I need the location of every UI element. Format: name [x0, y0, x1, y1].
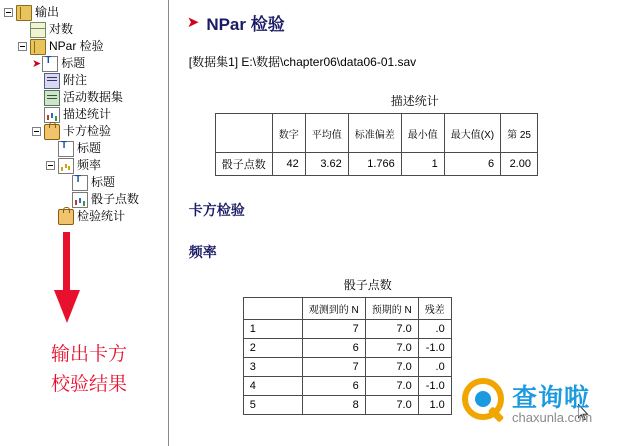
title-icon [72, 175, 88, 191]
red-arrow-icon: ➤ [32, 58, 42, 70]
output-outline-pane[interactable] [0, 0, 169, 446]
outline-node-descriptives[interactable]: 描述统计 [32, 106, 168, 123]
dataset-path-text: [数据集1] E:\数据\chapter06\data06-01.sav [188, 55, 417, 69]
outline-node-title-1[interactable]: ➤ T 标题 [32, 55, 168, 72]
row-label: 3 [243, 358, 302, 377]
outline-node-active-dataset[interactable]: 活动数据集 [32, 89, 168, 106]
cell-max: 6 [444, 153, 500, 176]
cell-observed: 8 [302, 396, 365, 415]
cell-expected: 7.0 [365, 358, 418, 377]
row-label: 2 [243, 339, 302, 358]
indent-spacer [46, 212, 55, 221]
outline-node-test-statistics[interactable]: 检验统计 [46, 208, 168, 225]
indent-spacer [60, 178, 69, 187]
row-label: 骰子点数 [215, 153, 272, 176]
outline-node-chisquare[interactable]: 卡方检验 [32, 123, 168, 140]
table-header-row [243, 298, 451, 320]
output-viewer-pane[interactable] [169, 0, 640, 446]
cell-residual: -1.0 [418, 377, 451, 396]
statistics-icon [72, 192, 88, 208]
outline-node-frequency[interactable]: 频率 [46, 157, 168, 174]
indent-spacer [46, 144, 55, 153]
col-header-expected-n: 预期的 N [365, 298, 418, 320]
cell-observed: 6 [302, 339, 365, 358]
statistics-icon [44, 107, 60, 123]
col-header-sd: 标准偏差 [348, 114, 401, 153]
cell-observed: 6 [302, 377, 365, 396]
note-icon [44, 73, 60, 89]
cell-mean: 3.62 [305, 153, 348, 176]
row-label: 1 [243, 320, 302, 339]
table-row [243, 377, 451, 396]
cell-p25: 2.00 [501, 153, 538, 176]
watermark-site: chaxunla.com [512, 410, 593, 425]
watermark-brand: 查询啦 [512, 384, 591, 412]
col-header-mean: 平均值 [305, 114, 348, 153]
outline-node-title-3[interactable]: T 标题 [60, 174, 168, 191]
bar-chart-icon [58, 158, 74, 174]
cell-n: 42 [272, 153, 305, 176]
lock-icon [44, 124, 60, 140]
cell-residual: -1.0 [418, 339, 451, 358]
cell-residual: 1.0 [418, 396, 451, 415]
lock-icon [58, 209, 74, 225]
npar-title-row [187, 10, 640, 35]
annotation-arrow-icon [54, 232, 80, 324]
col-header-observed-n: 观测到的 N [302, 298, 365, 320]
frequency-table[interactable] [243, 297, 452, 415]
cell-min: 1 [401, 153, 444, 176]
col-header-blank [243, 298, 302, 320]
indent-spacer [32, 93, 41, 102]
descriptive-statistics-table[interactable] [215, 113, 538, 176]
expand-toggle-icon[interactable] [4, 8, 13, 17]
expand-toggle-icon[interactable] [32, 127, 41, 136]
annotation-text [14, 340, 164, 400]
freq-table-caption: 骰子点数 [343, 278, 392, 292]
cell-observed: 7 [302, 358, 365, 377]
indent-spacer [32, 76, 41, 85]
cell-residual: .0 [418, 320, 451, 339]
table-row [243, 396, 451, 415]
indent-spacer [60, 195, 69, 204]
red-arrow-icon: ➤ [186, 14, 200, 31]
col-header-min: 最小值 [401, 114, 444, 153]
outline-node-title-2[interactable]: T 标题 [46, 140, 168, 157]
cell-sd: 1.766 [348, 153, 401, 176]
row-label: 4 [243, 377, 302, 396]
desc-table-caption: 描述统计 [390, 94, 439, 108]
col-header-p25: 第 25 [501, 114, 538, 153]
table-row [243, 358, 451, 377]
cell-residual: .0 [418, 358, 451, 377]
expand-toggle-icon[interactable] [46, 161, 55, 170]
dataset-icon [44, 90, 60, 106]
col-header-blank [215, 114, 272, 153]
outline-tree[interactable] [0, 0, 168, 225]
row-label: 5 [243, 396, 302, 415]
col-header-max: 最大值(X) [444, 114, 500, 153]
title-icon [58, 141, 74, 157]
cell-observed: 7 [302, 320, 365, 339]
outline-node-output[interactable]: 输出 [4, 4, 168, 21]
title-icon [42, 56, 58, 72]
indent-spacer [32, 110, 41, 119]
book-icon [16, 5, 32, 21]
table-row [215, 153, 537, 176]
col-header-n: 数字 [272, 114, 305, 153]
outline-node-npar[interactable]: NPar 检验 [18, 38, 168, 55]
page-title: NPar 检验 [206, 15, 285, 34]
search-ring-icon [462, 378, 504, 420]
annotation-line-1: 输出卡方 [50, 344, 127, 365]
outline-node-log[interactable]: 对数 [18, 21, 168, 38]
indent-spacer [18, 25, 27, 34]
table-row [243, 339, 451, 358]
cell-expected: 7.0 [365, 396, 418, 415]
table-row [243, 320, 451, 339]
expand-toggle-icon[interactable] [18, 42, 27, 51]
grid-icon [30, 22, 46, 38]
cell-expected: 7.0 [365, 339, 418, 358]
book-icon [30, 39, 46, 55]
watermark-logo [462, 376, 632, 436]
outline-node-notes[interactable]: 附注 [32, 72, 168, 89]
col-header-residual: 残差 [418, 298, 451, 320]
outline-node-dice-points[interactable]: 骰子点数 [60, 191, 168, 208]
table-header-row [215, 114, 537, 153]
annotation-line-2: 校验结果 [50, 374, 127, 395]
section-heading-chisquare: 卡方检验 [188, 202, 245, 218]
section-heading-frequency: 频率 [188, 244, 217, 260]
cell-expected: 7.0 [365, 320, 418, 339]
cell-expected: 7.0 [365, 377, 418, 396]
